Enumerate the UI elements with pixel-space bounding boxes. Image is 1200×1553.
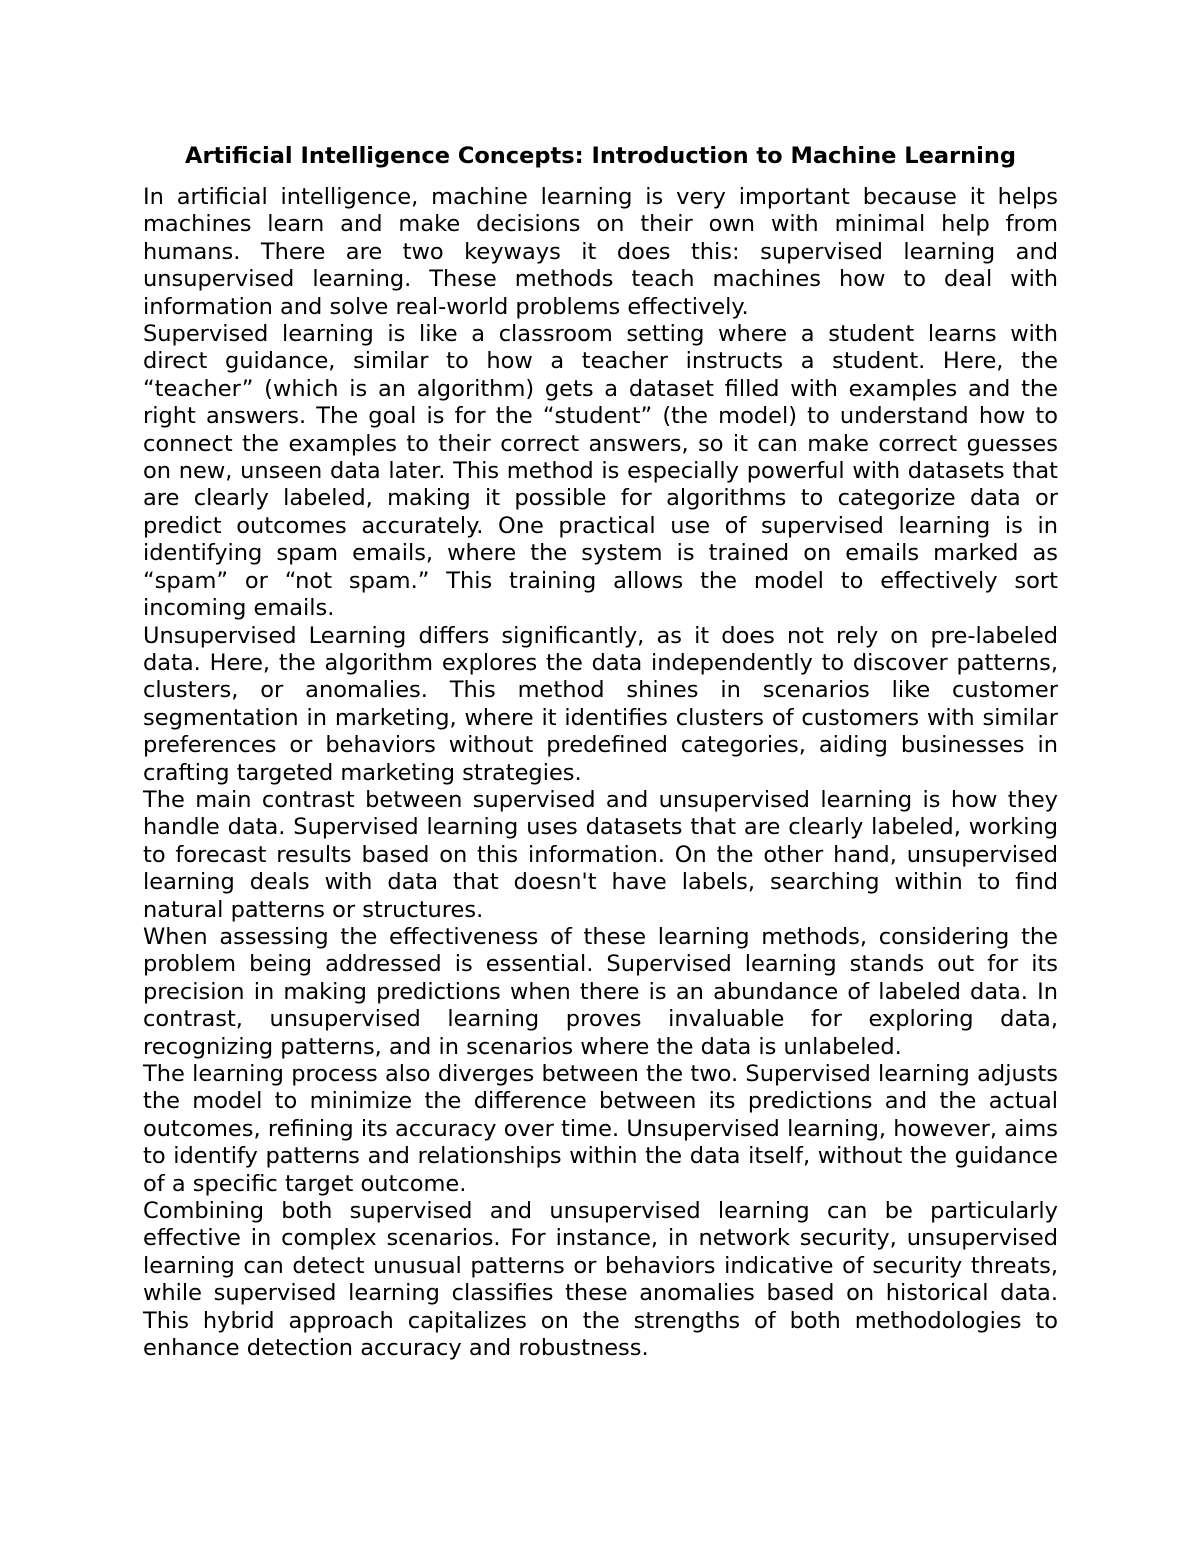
paragraph-main-contrast: The main contrast between supervised and unsupervised learning is how they handle data. Supervised learning uses datasets that are clearly labeled, working to forecast results based on this information. On the other hand, unsupervised learning deals with data that doesn't have labels, searching within to find natural patterns or structures.	[143, 786, 1058, 923]
paragraph-learning-process: The learning process also diverges between the two. Supervised learning adjusts the model to minimize the difference between its predictions and the actual outcomes, refining its accuracy over time. Unsupervised learning, however, aims to identify patterns and relationships within the data itself, without the guidance of a specific target outcome.	[143, 1061, 1058, 1197]
paragraph-combining-methods: Combining both supervised and unsupervised learning can be particularly effective in complex scenarios. For instance, in network security, unsupervised learning can detect unusual patterns or behaviors indicative of security threats, while supervised learning classifies these anomalies based on historical data. This hybrid approach capitalizes on the strengths of both methodologies to enhance detection accuracy and robustness.	[143, 1198, 1058, 1362]
document-body	[143, 141, 1058, 1362]
document-title: Artificial Intelligence Concepts: Introduction to Machine Learning	[185, 143, 1016, 169]
paragraph-unsupervised-learning: Unsupervised Learning differs significantly, as it does not rely on pre-labeled data. Here, the algorithm explores the data independently to discover patterns, clusters, or anomalies. This method shines in scenarios like customer segmentation in marketing, where it identifies clusters of customers with similar preferences or behaviors without predefined categories, aiding businesses in crafting targeted marketing strategies.	[143, 622, 1058, 786]
paragraph-introduction: In artificial intelligence, machine learning is very important because it helps machines learn and make decisions on their own with minimal help from humans. There are two keyways it does this: supervised learning and unsupervised learning. These methods teach machines how to deal with information and solve real-world problems effectively.	[143, 184, 1058, 320]
paragraph-effectiveness: When assessing the effectiveness of these learning methods, considering the problem being addressed is essential. Supervised learning stands out for its precision in making predictions when there is an abundance of labeled data. In contrast, unsupervised learning proves invaluable for exploring data, recognizing patterns, and in scenarios where the data is unlabeled.	[143, 923, 1058, 1060]
paragraph-supervised-learning: Supervised learning is like a classroom setting where a student learns with direct guidance, similar to how a teacher instructs a student. Here, the “teacher” (which is an algorithm) gets a dataset filled with examples and the right answers. The goal is for the “student” (the model) to understand how to connect the examples to their correct answers, so it can make correct guesses on new, unseen data later. This method is especially powerful with datasets that are clearly labeled, making it possible for algorithms to categorize data or predict outcomes accurately. One practical use of supervised learning is in identifying spam emails, where the system is trained on emails marked as “spam” or “not spam.” This training allows the model to effectively sort incoming emails.	[143, 321, 1058, 622]
